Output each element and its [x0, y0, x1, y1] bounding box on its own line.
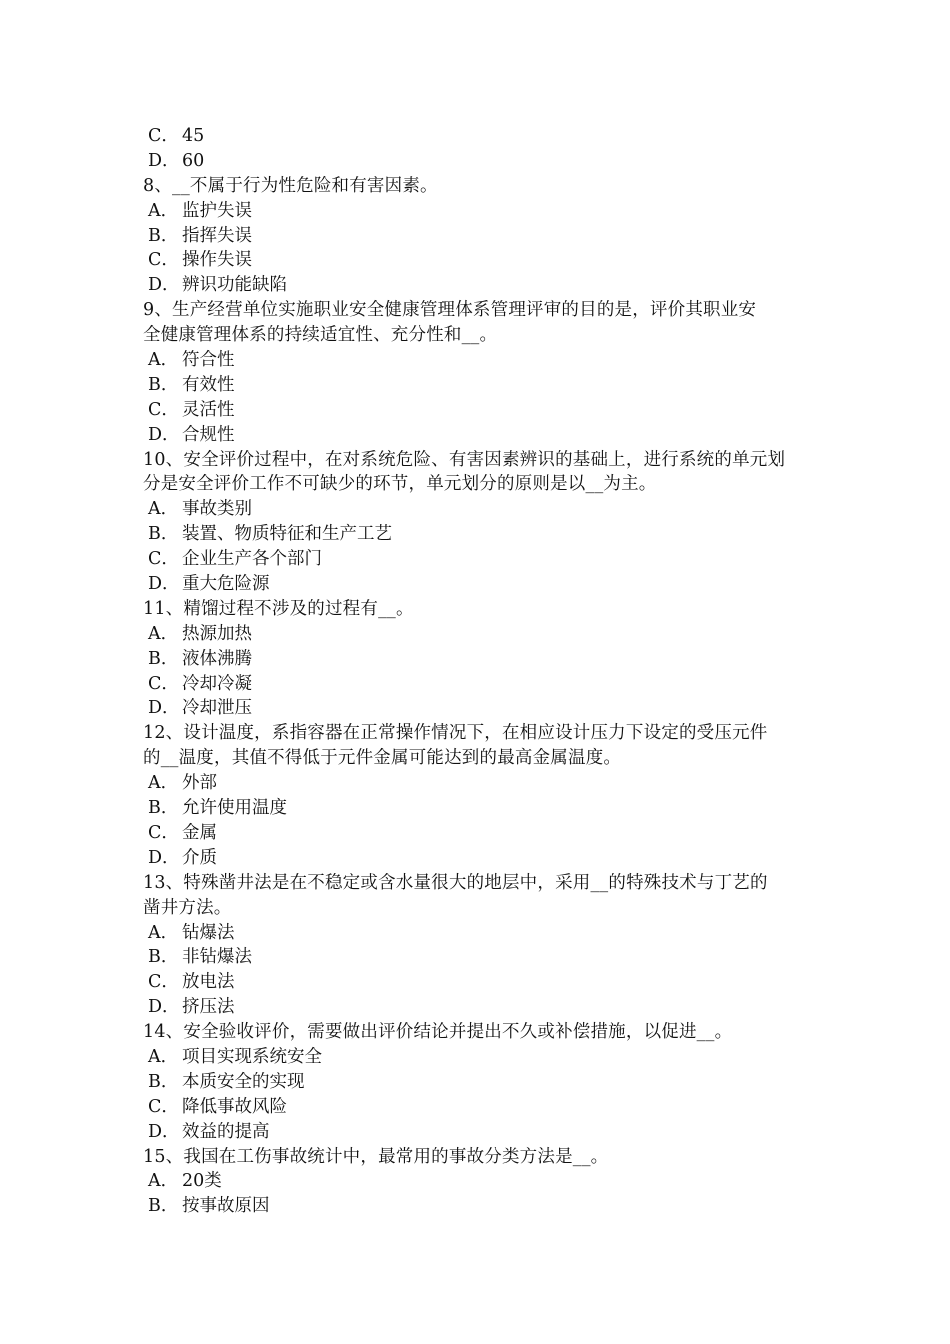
option-letter: A． — [148, 350, 179, 371]
option-letter: A． — [148, 1171, 179, 1192]
option-d — [143, 696, 811, 721]
option-text: 外部 — [182, 773, 217, 794]
option-letter: D． — [148, 275, 180, 296]
option-b — [143, 945, 811, 970]
option-letter: A． — [148, 623, 179, 644]
option-text: 符合性 — [182, 350, 235, 371]
option-text: 非钻爆法 — [182, 947, 252, 968]
option-text: 介质 — [182, 847, 217, 868]
option-text: 20类 — [182, 1171, 222, 1192]
option-text: 重大危险源 — [182, 574, 270, 595]
option-text: 本质安全的实现 — [182, 1071, 305, 1092]
option-letter: B． — [148, 524, 179, 545]
option-text: 灵活性 — [182, 399, 235, 420]
option-letter: D． — [148, 574, 180, 595]
option-a — [143, 1169, 811, 1194]
option-text: 热源加热 — [182, 623, 252, 644]
option-d — [143, 423, 811, 448]
option-text: 液体沸腾 — [182, 648, 252, 669]
question-text: 的__温度，其值不得低于元件金属可能达到的最高金属温度。 — [143, 748, 622, 769]
question-text: 14、安全验收评价，需要做出评价结论并提出不久或补偿措施，以促进__。 — [143, 1022, 733, 1043]
option-c — [143, 124, 811, 149]
option-letter: A． — [148, 499, 179, 520]
question-text: 10、安全评价过程中，在对系统危险、有害因素辨识的基础上，进行系统的单元划 — [143, 449, 786, 470]
option-letter: B． — [148, 947, 179, 968]
option-d — [143, 846, 811, 871]
option-letter: B． — [148, 648, 179, 669]
option-a — [143, 1045, 811, 1070]
option-text: 项目实现系统安全 — [182, 1046, 322, 1067]
option-b — [143, 796, 811, 821]
option-c — [143, 970, 811, 995]
option-text: 按事故原因 — [182, 1196, 270, 1217]
option-text: 60 — [182, 150, 205, 171]
question-text: 全健康管理体系的持续适宜性、充分性和__。 — [143, 325, 498, 346]
question-text: 9、生产经营单位实施职业安全健康管理体系管理评审的目的是，评价其职业安 — [143, 300, 757, 321]
option-c — [143, 672, 811, 697]
option-letter: A． — [148, 1046, 179, 1067]
question-14 — [143, 1020, 811, 1045]
option-c — [143, 248, 811, 273]
option-b — [143, 224, 811, 249]
option-d — [143, 572, 811, 597]
option-letter: D． — [148, 698, 180, 719]
question-text: 8、__不属于行为性危险和有害因素。 — [143, 175, 438, 196]
option-letter: D． — [148, 847, 180, 868]
option-text: 降低事故风险 — [182, 1096, 287, 1117]
question-13-cont — [143, 896, 811, 921]
option-letter: C． — [148, 673, 179, 694]
option-b — [143, 647, 811, 672]
option-b — [143, 1194, 811, 1219]
option-text: 企业生产各个部门 — [182, 549, 322, 570]
option-text: 效益的提高 — [182, 1121, 270, 1142]
question-text: 12、设计温度，系指容器在正常操作情况下，在相应设计压力下设定的受压元件 — [143, 723, 768, 744]
option-text: 放电法 — [182, 972, 235, 993]
option-c — [143, 547, 811, 572]
option-text: 钻爆法 — [182, 922, 235, 943]
question-10-cont — [143, 472, 811, 497]
option-text: 事故类别 — [182, 499, 252, 520]
option-letter: D． — [148, 424, 180, 445]
question-13 — [143, 871, 811, 896]
option-letter: C． — [148, 972, 179, 993]
question-list — [143, 124, 811, 1219]
question-10 — [143, 448, 811, 473]
question-text: 11、精馏过程不涉及的过程有__。 — [143, 598, 414, 619]
option-letter: D． — [148, 997, 180, 1018]
option-b — [143, 1070, 811, 1095]
option-text: 辨识功能缺陷 — [182, 275, 287, 296]
question-15 — [143, 1145, 811, 1170]
option-text: 冷却冷凝 — [182, 673, 252, 694]
option-d — [143, 273, 811, 298]
option-text: 45 — [182, 126, 205, 146]
option-text: 金属 — [182, 822, 217, 843]
option-letter: C． — [148, 250, 179, 271]
option-text: 有效性 — [182, 374, 235, 395]
question-9 — [143, 298, 811, 323]
option-d — [143, 995, 811, 1020]
option-d — [143, 1120, 811, 1145]
question-text: 分是安全评价工作不可缺少的环节，单元划分的原则是以__为主。 — [143, 474, 657, 495]
option-letter: D． — [148, 1121, 180, 1142]
question-9-cont — [143, 323, 811, 348]
option-letter: C． — [148, 399, 179, 420]
question-12 — [143, 721, 811, 746]
option-a — [143, 348, 811, 373]
question-text: 凿井方法。 — [143, 897, 232, 918]
question-8 — [143, 174, 811, 199]
option-letter: C． — [148, 549, 179, 570]
option-a — [143, 497, 811, 522]
option-letter: A． — [148, 773, 179, 794]
option-text: 挤压法 — [182, 997, 235, 1018]
option-text: 合规性 — [182, 424, 235, 445]
option-c — [143, 821, 811, 846]
option-letter: B． — [148, 1196, 179, 1217]
question-text: 13、特殊凿井法是在不稳定或含水量很大的地层中，采用__的特殊技术与丁艺的 — [143, 872, 768, 893]
option-letter: C． — [148, 126, 179, 146]
option-letter: A． — [148, 200, 179, 221]
option-d — [143, 149, 811, 174]
option-letter: A． — [148, 922, 179, 943]
option-a — [143, 199, 811, 224]
option-letter: B． — [148, 374, 179, 395]
question-12-cont — [143, 746, 811, 771]
question-11 — [143, 597, 811, 622]
option-letter: B． — [148, 798, 179, 819]
option-text: 监护失误 — [182, 200, 252, 221]
question-text: 15、我国在工伤事故统计中，最常用的事故分类方法是__。 — [143, 1146, 609, 1167]
option-letter: D． — [148, 150, 180, 171]
option-text: 指挥失误 — [182, 225, 252, 246]
option-text: 冷却泄压 — [182, 698, 252, 719]
option-a — [143, 921, 811, 946]
option-letter: C． — [148, 1096, 179, 1117]
option-b — [143, 522, 811, 547]
option-b — [143, 373, 811, 398]
option-a — [143, 771, 811, 796]
option-c — [143, 1095, 811, 1120]
option-letter: B． — [148, 1071, 179, 1092]
option-letter: C． — [148, 822, 179, 843]
option-c — [143, 398, 811, 423]
option-a — [143, 622, 811, 647]
option-text: 装置、物质特征和生产工艺 — [182, 524, 392, 545]
option-letter: B． — [148, 225, 179, 246]
option-text: 允许使用温度 — [182, 798, 287, 819]
option-text: 操作失误 — [182, 250, 252, 271]
